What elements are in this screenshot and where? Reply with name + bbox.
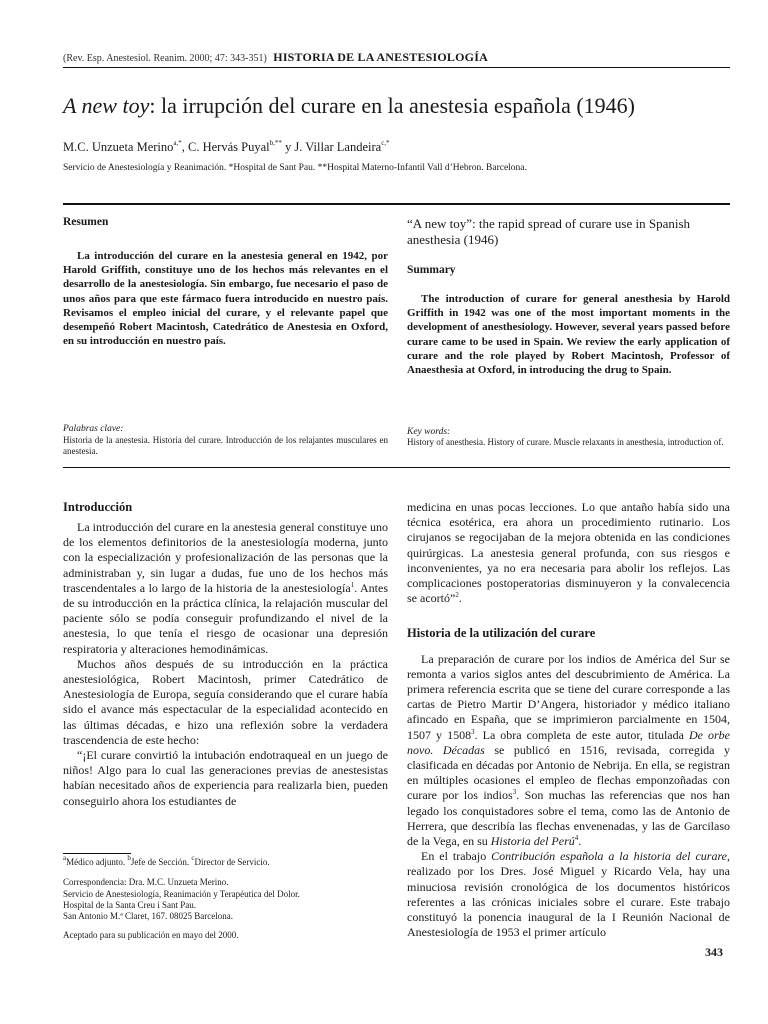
author-2-sup: b,**: [269, 139, 282, 147]
resumen-text: La introducción del curare en la anestesia general en 1942, por Harold Griffith, constituye uno de los hechos más relevantes en el desarrollo de la anestesiología. Sin embargo, fue necesario el paso de unos años para que este fármaco fuera introducido en nuestro país. Revisamos el empleo inicial del curare, y el relevante papel que desempeñó Robert Macintosh, Catedrático de Anestesia en Oxford, en su introducción en nuestro país.: [63, 250, 388, 348]
intro-p1b: . Antes de su introducción en la práctica clínica, la relajación muscular del paciente sólo se podía conseguir profundizando el nivel de la anestesia, lo que tenía el riesgo de ocasionar una depresión respiratoria y alteraciones hemodinámicas.: [63, 580, 389, 656]
fn-c: Director de Servicio.: [194, 857, 270, 867]
section-title: HISTORIA DE LA ANESTESIOLOGÍA: [273, 50, 488, 64]
title-rest: : la irrupción del curare en la anestesia española (1946): [149, 93, 635, 118]
ref-sup: 3: [512, 788, 517, 797]
history-paragraph-1: [407, 652, 730, 850]
rc-p2a: La preparación de curare por los indios de América del Sur se remonta a varios siglos antes del descubrimiento de América. La primera referencia escrita que se tiene del curare corresponde a las cartas de Pietro Martir D’Angera, historiador y médico italiano afincado en España, que se imprimieron parcialmente en 1504, 1507 y 1508: [407, 651, 730, 742]
summary-text: The introduction of curare for general anesthesia by Harold Griffith in 1942 was one of the most important moments in the development of anesthesiology. However, several years passed before curare came to be used in Spain. We review the early application of curare and the role played by Robert Macintosh, Professor of Anaesthesia at Oxford, in introducing the drug to Spain.: [407, 293, 730, 377]
rc-p2e: .: [578, 834, 582, 849]
resumen-heading: Resumen: [63, 216, 109, 228]
fn-sup-b: b: [127, 854, 131, 862]
history-heading: Historia de la utilización del curare: [407, 626, 596, 641]
journal-citation: (Rev. Esp. Anestesiol. Reanim. 2000; 47: 343-351): [63, 53, 267, 64]
running-header: [63, 50, 733, 66]
english-title: “A new toy”: the rapid spread of curare use in Spanish anesthesia (1946): [407, 216, 691, 247]
author-2: , C. Hervás Puyal: [181, 140, 270, 154]
role-footnote: [63, 854, 393, 868]
rc-p3b: , realizado por los Dres. José Miguel y Ricardo Vela, hay una minuciosa revisión cronológica de los documentos históricos referentes a las crónicas iniciales sobre el curare. Este trabajo constituyó la ponencia inaugural de la I Reunión Nacional de Anestesiología de 1953 el primer artículo: [407, 849, 731, 940]
ref-sup: 2: [455, 591, 459, 600]
key-words-text: History of anesthesia. History of curare. Muscle relaxants in anesthesia, introduction of.: [407, 437, 724, 447]
rc-p2c: se publicó en 1516, revisada, corregida y clasificada en décadas por Antonio de Nebrija. En ella, se registran en múltiples ocasiones el empleo de flechas emponzoñadas con curare por los indios: [407, 742, 730, 803]
summary-heading: Summary: [407, 264, 456, 276]
affiliation: Servicio de Anestesiología y Reanimación. *Hospital de Sant Pau. **Hospital Materno-Infantil Vall d’Hebron. Barcelona.: [63, 163, 527, 173]
key-words-label: Key words:: [407, 427, 451, 437]
article-title: [63, 92, 743, 120]
footnotes: [63, 854, 393, 942]
intro-body: [63, 520, 388, 809]
accepted-note: Aceptado para su publicación en mayo del 2000.: [63, 930, 239, 941]
header-rule: [63, 67, 730, 68]
page-number: 343: [705, 945, 723, 959]
right-column-body: [407, 500, 730, 940]
continued-paragraph: [407, 500, 730, 606]
rc-p2d: . Son muchas las referencias que nos han legado los conquistadores sobre el tema, como las de Antonio de Herrera, que describía las flechas envenenadas, y las de Garcilaso de la Vega, en su: [407, 788, 730, 849]
rc-p2-italic-2: Historia del Perú: [490, 834, 575, 849]
correspondence-line-4: San Antonio M.ª Claret, 167. 08025 Barcelona.: [63, 911, 233, 922]
correspondence-line-2: Servicio de Anestesiología, Reanimación y Terapéutica del Dolor.: [63, 888, 300, 899]
rc-p2-italic: De orbe novo. Décadas: [407, 727, 730, 757]
author-1-sup: a,*: [173, 139, 182, 147]
palabras-clave-text: Historia de la anestesia. Historia del curare. Introducción de los relajantes musculares en anestesia.: [63, 435, 388, 456]
author-3-sup: c,*: [381, 139, 390, 147]
rc-p2b: . La obra completa de este autor, titulada: [474, 727, 689, 742]
ref-sup: 1: [350, 580, 355, 589]
authors: [63, 140, 390, 155]
intro-paragraph-2: Muchos años después de su introducción en la práctica anestesiológica, Robert Macintosh, primer Catedrático de Anestesiología de Europa, seguía considerando que el curare había sido el avance más espectacular de la especialidad acontecido en las últimas décadas, e hizo una reflexión sobre la verdadera trascendencia de este hecho:: [63, 656, 388, 747]
correspondence-line-1: Correspondencia: Dra. M.C. Unzueta Merino.: [63, 877, 229, 888]
abstract-bottom-rule: [63, 467, 730, 468]
rc-p3-italic: Contribución española a la historia del curare: [491, 849, 728, 864]
history-paragraph-2: [407, 849, 730, 940]
fn-sup-a: a: [63, 854, 67, 862]
abstract-top-rule: [63, 203, 730, 205]
footnote-rule: [63, 853, 131, 854]
rc-p1b: .: [458, 591, 462, 606]
author-3: y J. Villar Landeira: [281, 140, 382, 154]
title-italic: A new toy: [63, 93, 150, 118]
ref-sup: 4: [574, 834, 579, 843]
correspondence-line-3: Hospital de la Santa Creu i Sant Pau.: [63, 899, 196, 910]
rc-p3a: En el trabajo: [421, 849, 492, 864]
intro-heading: Introducción: [63, 500, 133, 514]
intro-paragraph-3: “¡El curare convirtió la intubación endotraqueal en un juego de niños! Algo para lo cual las generaciones previas de anestesistas habían necesitado años de experiencia para realizarla bien, pueden conseguirlo ahora los estudiantes de: [63, 748, 388, 808]
ref-sup: 3: [471, 727, 475, 736]
intro-paragraph-1: [63, 520, 388, 657]
rc-p1a: medicina en unas pocas lecciones. Lo que antaño había sido una técnica esotérica, era ahora un procedimiento rutinario. Los cirujanos se regocijaban de la mejora obtenida en las condiciones quirúrgicas. La anestesia general profunda, con sus riesgos e inconvenientes, ya no era necesaria para abolir los reflejos. Las complicaciones postoperatorias disminuyeron y la convalecencia se acortó”: [407, 500, 730, 606]
palabras-clave-label: Palabras clave:: [63, 424, 124, 434]
intro-p1a: La introducción del curare en la anestesia general constituye uno de los elementos definitorios de la anestesiología moderna, junto con la especialización y profesionalización de las personas que la administraban y, sin lugar a dudas, fue uno de los hechos más trascendentales a lo largo de la historia de la anestesiología: [63, 520, 388, 595]
author-1: M.C. Unzueta Merino: [63, 140, 174, 154]
fn-b: Jefe de Sección.: [130, 857, 192, 867]
fn-sup-c: c: [191, 854, 195, 862]
fn-a: Médico adjunto.: [66, 857, 128, 867]
